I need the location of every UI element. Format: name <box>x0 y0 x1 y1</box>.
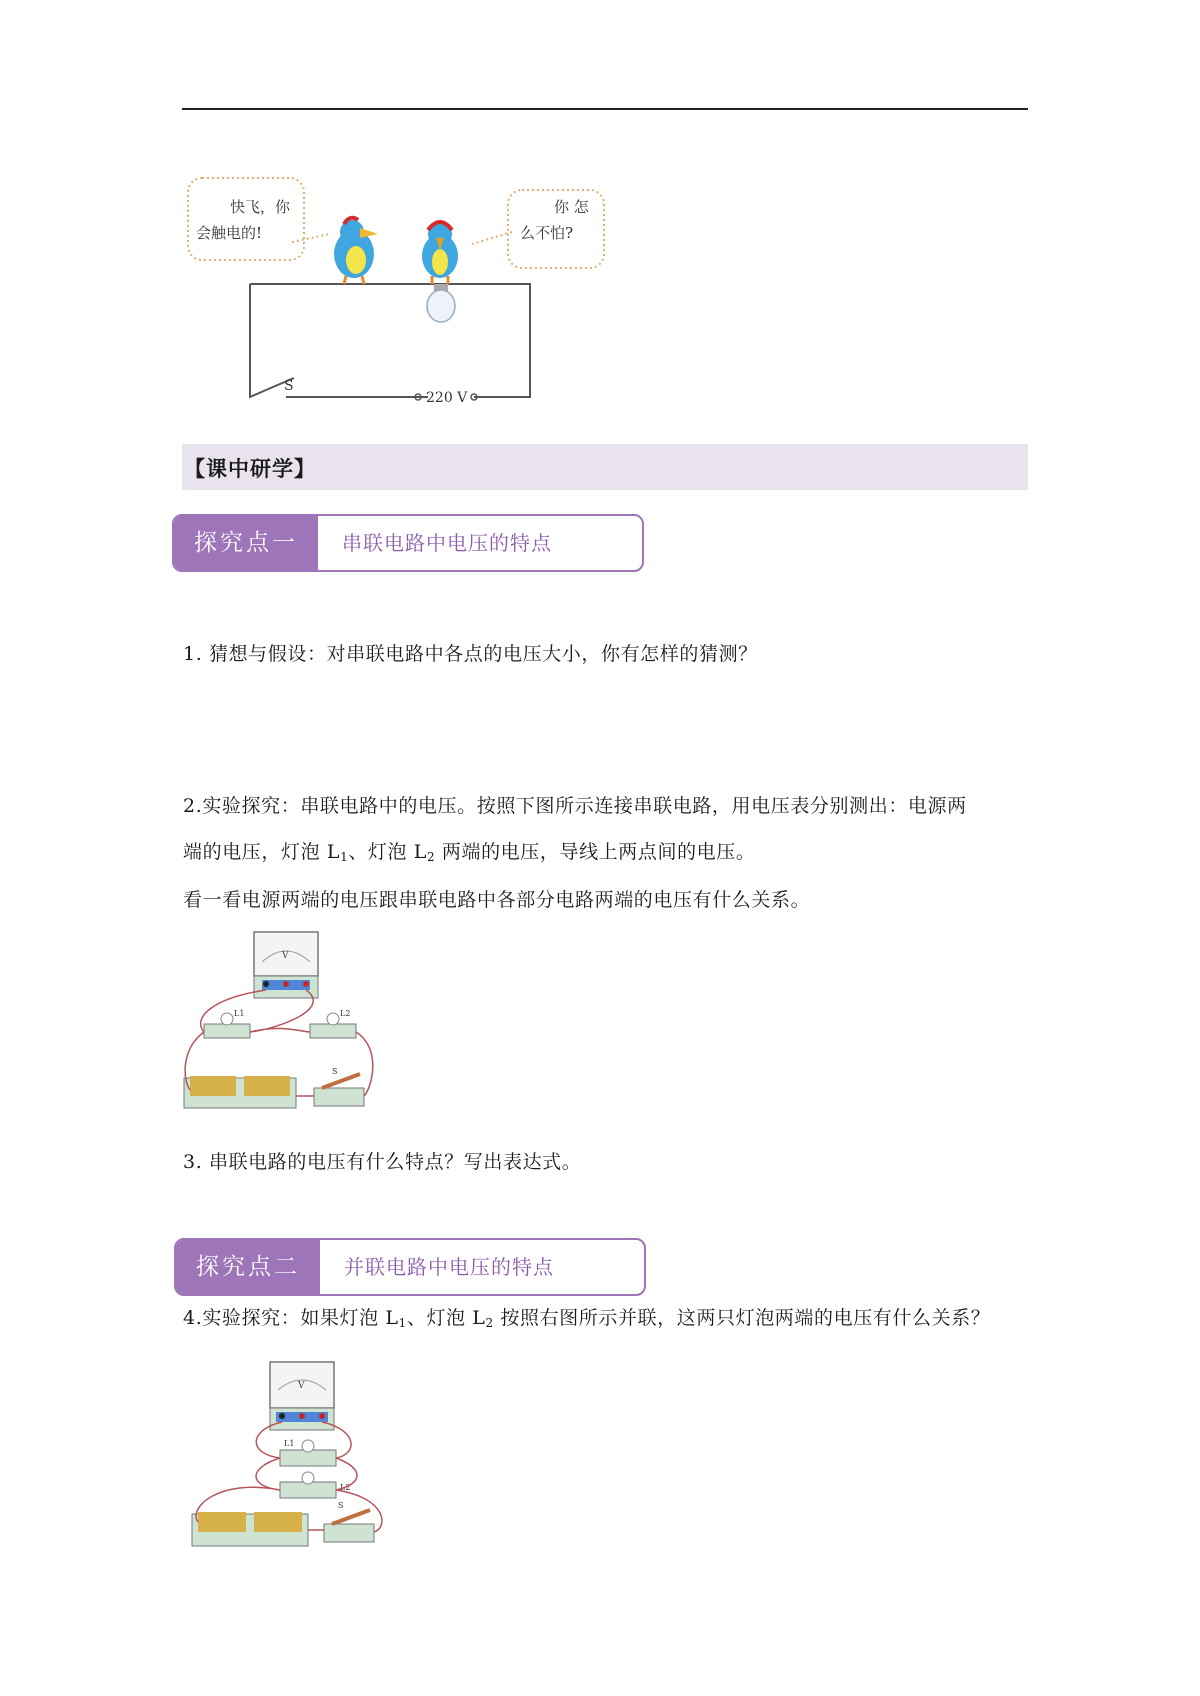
svg-text:L2: L2 <box>340 1009 351 1018</box>
probe-title: 并联电路中电压的特点 <box>344 1255 554 1279</box>
bubble-right-line1: 你 怎 <box>554 198 589 216</box>
question-2-line2: 端的电压，灯泡 $L_1$、灯泡 $L_2$ 两端的电压，导线上两点间的电压。 <box>183 841 756 864</box>
lamp-l1-icon <box>204 1009 250 1038</box>
question-2-line1: 2.实验探究：串联电路中的电压。按照下图所示连接串联电路，用电压表分别测出：电源两 <box>183 795 967 817</box>
battery-icon <box>192 1512 308 1546</box>
switch-label: S <box>284 378 294 394</box>
switch-icon <box>324 1501 374 1542</box>
svg-text:L1: L1 <box>234 1009 245 1018</box>
birds-circuit-figure <box>182 172 612 412</box>
svg-text:V: V <box>298 1381 305 1391</box>
probe-point-two <box>174 1238 646 1296</box>
bird-left-icon <box>334 218 378 284</box>
question-3: 3. 串联电路的电压有什么特点？写出表达式。 <box>183 1151 582 1173</box>
probe-point-one <box>172 514 644 572</box>
question-2-line3: 看一看电源两端的电压跟串联电路中各部分电路两端的电压有什么关系。 <box>183 889 811 911</box>
bubble-left-line2: 会触电的! <box>196 224 263 242</box>
probe-tag: 探究点二 <box>176 1240 320 1294</box>
svg-text:V: V <box>282 951 289 961</box>
voltmeter-icon <box>270 1362 334 1430</box>
probe-title: 串联电路中电压的特点 <box>342 531 552 555</box>
battery-icon <box>184 1076 296 1108</box>
bubble-left-line1: 快飞，你 <box>230 198 291 216</box>
switch-icon <box>314 1067 364 1106</box>
question-4: 4.实验探究：如果灯泡 $L_1$、灯泡 $L_2$ 按照右图所示并联，这两只灯泡两端的电压有什么关系？ <box>183 1307 991 1330</box>
lamp-l1-icon <box>280 1439 336 1466</box>
svg-text:S: S <box>332 1067 338 1076</box>
bird-right-icon <box>422 222 458 284</box>
light-bulb-icon <box>427 284 455 322</box>
source-label: 220 V <box>426 390 468 406</box>
probe-tag: 探究点一 <box>174 516 318 570</box>
voltmeter-icon <box>254 932 318 998</box>
lamp-l2-icon <box>310 1009 356 1038</box>
bubble-right-line2: 么不怕? <box>520 224 574 242</box>
svg-text:S: S <box>338 1501 344 1510</box>
svg-text:L1: L1 <box>284 1439 295 1448</box>
header-rule <box>182 108 1028 110</box>
section-title: 【课中研学】 <box>184 457 316 481</box>
question-1: 1. 猜想与假设：对串联电路中各点的电压大小，你有怎样的猜测？ <box>183 643 758 665</box>
section-header <box>182 444 1028 490</box>
parallel-circuit-figure <box>188 1358 404 1550</box>
lamp-l2-icon <box>280 1472 350 1498</box>
svg-text:L2: L2 <box>340 1483 351 1492</box>
series-circuit-figure <box>182 928 392 1114</box>
speech-bubble-left <box>188 178 304 260</box>
